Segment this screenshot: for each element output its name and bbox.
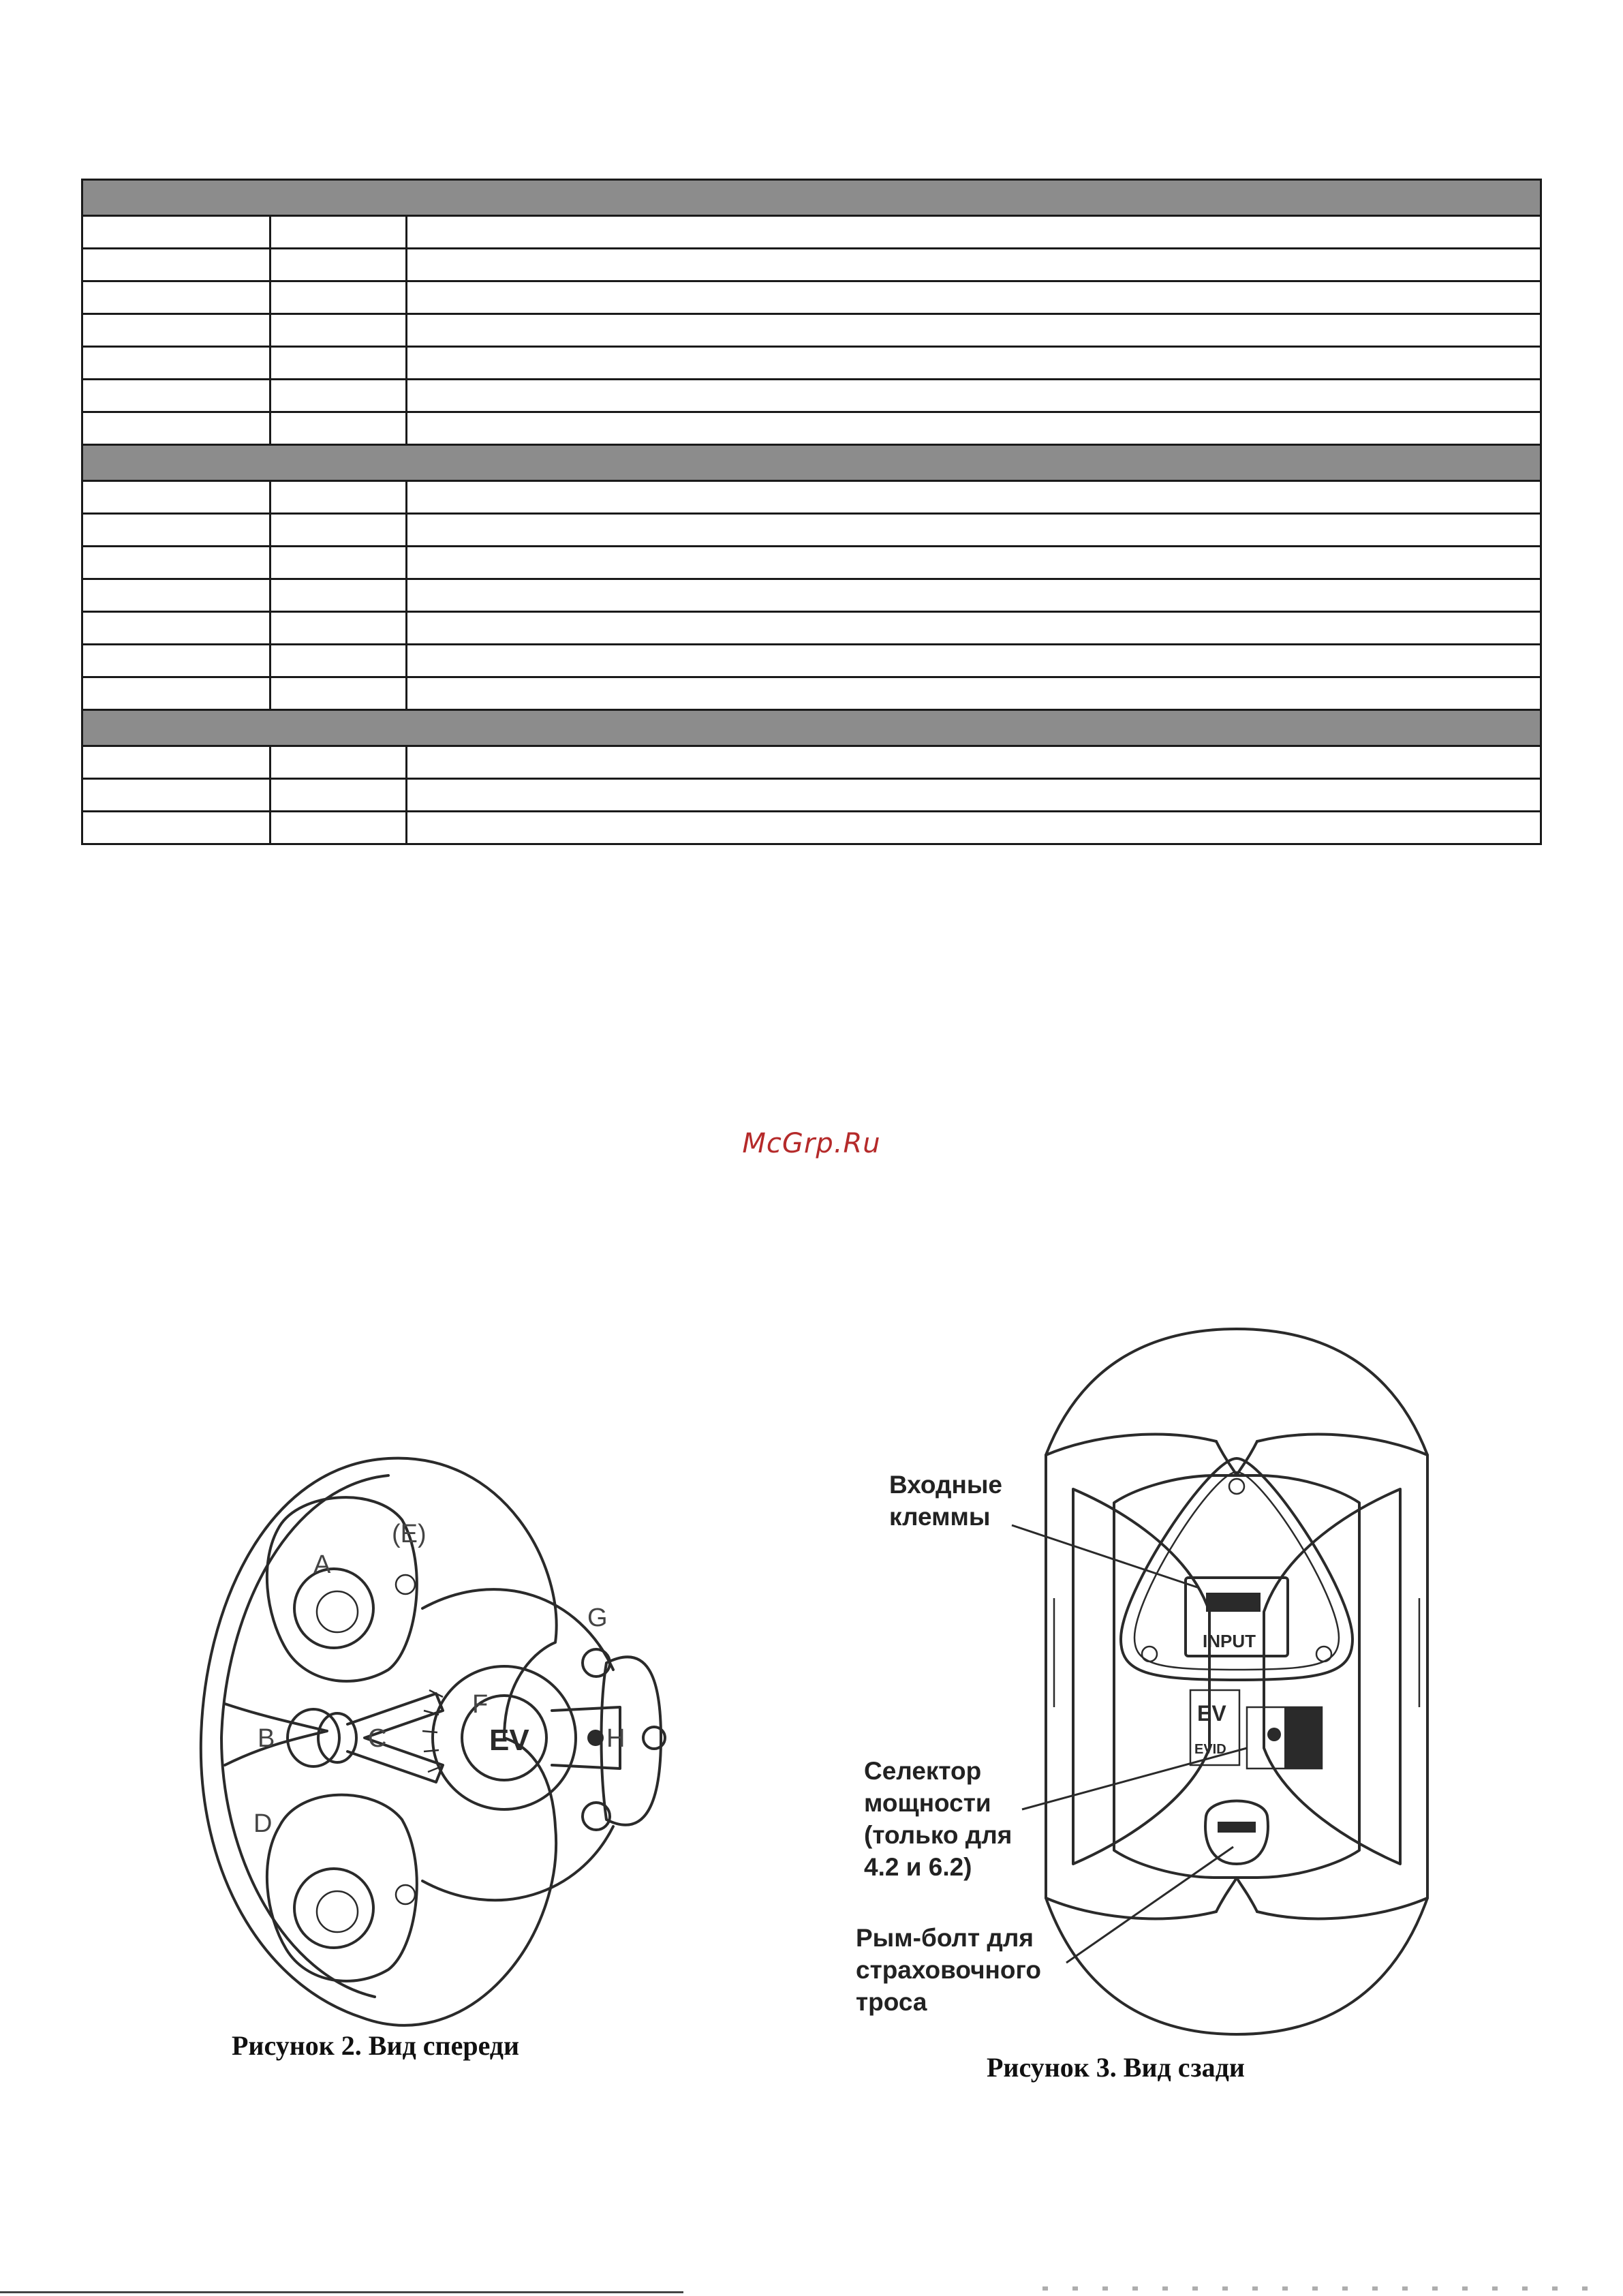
callout-power-selector: Селектор мощности (только для 4.2 и 6.2)	[864, 1757, 1013, 1881]
rear-view-caption: Рисунок 3. Вид сзади	[987, 2052, 1245, 2083]
label-b: B	[258, 1724, 275, 1753]
svg-text:INPUT: INPUT	[1203, 1631, 1256, 1651]
label-e: (E)	[392, 1520, 427, 1548]
svg-text:EVID: EVID	[1194, 1742, 1226, 1757]
callout-eyebolt: Рым-болт для страховочного троса	[856, 1924, 1042, 2016]
label-d: D	[253, 1809, 273, 1838]
svg-text:EV: EV	[1197, 1701, 1226, 1726]
callout-input-terminals: Входные клеммы	[889, 1471, 1003, 1531]
label-a: A	[313, 1550, 331, 1579]
label-f: F	[472, 1690, 489, 1719]
label-c: C	[368, 1724, 387, 1753]
label-g: G	[587, 1604, 608, 1632]
svg-text:EV: EV	[489, 1724, 529, 1757]
footer-marks	[1042, 2286, 1601, 2291]
front-view-caption: Рисунок 2. Вид спереди	[232, 2030, 520, 2061]
footer-rule	[0, 2291, 683, 2293]
label-h: H	[606, 1724, 625, 1753]
watermark-text: McGrp.Ru	[742, 1128, 881, 1159]
